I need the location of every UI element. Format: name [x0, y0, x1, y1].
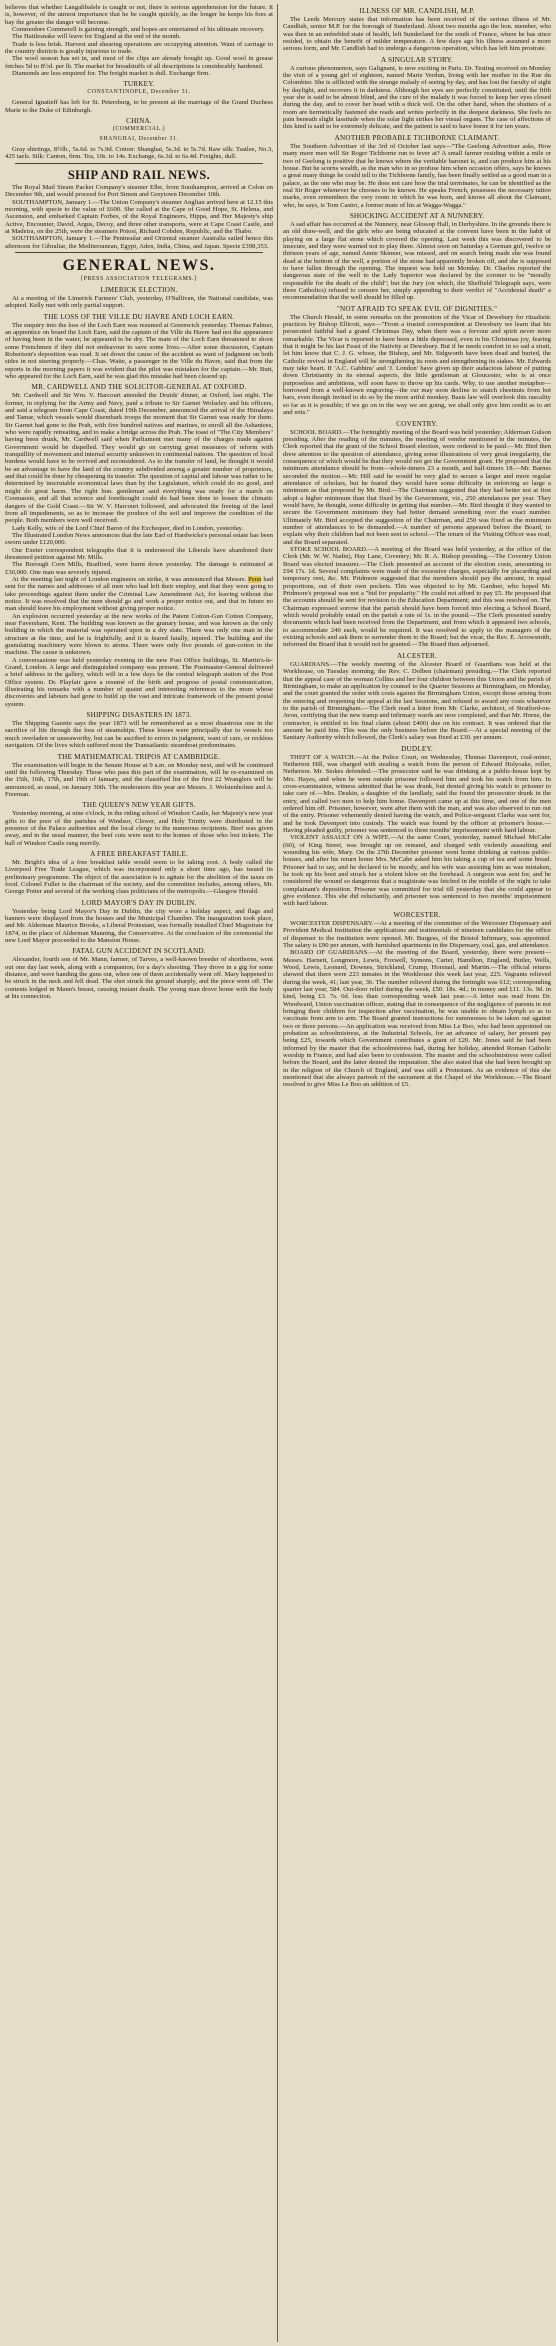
paragraph-text: had sent for the names and addresses of all men who had left their employ, and that they were going to take proceedings against them under the Criminal Law Amendment Act, for leaving without due notice. It was resolved that the men should go and work a proper notice out, and that in future no man should leave his employment without giving proper notice.	[5, 575, 273, 613]
article-paragraph: STOKE SCHOOL BOARD.—A meeting of the Board was held yesterday, at the office of the Clerk (Mr. W. W. Nadin), Hay Lane, Coventry; Mr. R. A. Bishop presiding.—The Coventry Union Board was elected treasurer.—The Clerk presented an account of the election costs, amounting to £94 17s. 1d. Several complaints were made of the excessive charges, especially for placarding and temporary rent, &c. Mr. Pridmore suggested that the members should pay the amount, in equal proportions, out of their own pockets. This was objected to by Mr. Gardner, who hoped Mr. Pridmore's proposal was not a "bid for popularity." He could not afford to pay £5. He proposed that the accounts should be sent for revision to the Education Department; and this was resolved on. The Chairman expressed sorrow that the parish should have been forced into electing a School Board, which would probably entail on the parish a rate of 1s. in the pound.—The Clerk presented sundry documents which had been received from the Department, and from which it appeared two schools, to accommodate 240 each, would be required. It was resolved to apply to the managers of the existing schools and ask them to surrender them to the Board; but the vicar, the Rev. E. Arrowsmith, informed the Board that it would not be granted.—The Board then adjourned.	[283, 546, 551, 649]
article-paragraph: SOUTHAMPTON, January 1.—The Peninsular and Oriental steamer Australia sailed hence this afternoon for Gibraltar, the Mediterranean, Egypt, Aden, India, China, and Japan. Specie £398,353.	[5, 235, 273, 250]
section-heading-mr-cardwell-and-the-solicitor-general-at: MR. CARDWELL AND THE SOLICITOR-GENERAL AT OXFORD.	[31, 383, 247, 392]
article-paragraph: WORCESTER DISPENSARY.—At a meeting of the committee of the Worcester Dispensary and Provident Medical Institution the applications and testimonials of nineteen candidates for the office of dispenser to the institution were opened. Mr. Burgess, of the Bristol Infirmary, was appointed. The salary is £90 per annum, with furnished apartments in the Dispensary, coal, gas, and attendance.	[283, 919, 551, 949]
article-paragraph: SOUTHAMPTON, January 1.—The Union Company's steamer Anglian arrived here at 12.15 this morning, with specie to the value of £600. She called at the Cape of Good Hope, St. Helena, and Ascension, and embarked Captain Forbes, of the Royal Engineers, Hippa, and Her Majesty's ship Active, Encounter, David, Argus, Decoy, and three other transports, were at Cape Coast Castle, and at Madeira, on the 25th, were the steamers Potosi, Richard Cobden, Republic, and the Thabo.	[5, 198, 273, 235]
article-paragraph: Mr. Bright's idea of a free breakfast table would seem to be taking root. A body called the Liverpool Free Trade League, which was incorporated only a short time ago, has issued its preliminary programme. The object of the association is to agitate for the abolition of the taxes on food. Colonel Fuller is the chairman of the society, and the committee includes, among others, Mr. George Potter and several of the working class politicians of the metropolis.—Glasgow Herald.	[5, 858, 273, 896]
paragraph-text: At the meeting last night of London engineers on strike, it was announced that Messrs.	[12, 575, 247, 583]
heading-rule	[15, 163, 263, 164]
column-divider	[277, 4, 278, 2342]
dateline-press-association-telegrams: [PRESS ASSOCIATION TELEGRAMS.]	[81, 275, 197, 282]
article-paragraph: The Illustrated London News announces that the late Earl of Hardwicke's personal estate has been sworn under £120,000.	[5, 531, 273, 547]
article-paragraph: BOARD OF GUARDIANS.—At the meeting of the Board, yesterday, there were present—Messrs. Harnett, Longmore, Lewis, Foxwell, Symons, Carter, Hamilton, England, Butler, Wells, Wood, Lewis, Leonard, Downes, Strickland, Crump, Horsnail, and Martin.—The official returns showed that there were 223 inmates in the Workhouse this week last year, 225. Vagrants relieved during the week, 41; last year, 36. The number relieved during the fortnight was 612; corresponding quarter last year, 584. Out-door relief during the week, £50. 18s. 4d.; in money and £11. 13s. 9d. in kind, being £3. 7s. 6d. less than corresponding week last year.—A letter was read from Dr. Woodward, Union vaccination officer, stating that in consequence of the negligence of parents in not bringing their children for inspection after vaccination, he was unable to obtain lymph so as to vaccinate from arm to arm. The Board granted instructions for summonses to be taken out against two or three persons.—An application was received from Miss Le Boo, who had been appointed on probation as schoolmistress, at the Industrial Schools, for an advance of salary, her present pay being £25, towards which Government contributes a grant of £20. Mr. Jones said he had been informed by the master that the schoolmistress had, during her holiday, attended Roman Catholic worship in France, and had also been to confession. The master and the schoolmistress were called before the Board, and the latter denied the imputation. She also stated that she had been brought up in the religion of the Church of England, and was still a Protestant. As an evidence of this she mentioned that she always partook of the sacrament at the Chapel of the Workhouse.—The Board resolved to give Miss Le Boo an addition of £5.	[283, 949, 551, 1089]
article-paragraph: A conversazione was held yesterday evening in the new Post Office buildings, St. Martin's-le-Grand, London. A large and distinguished company was present. The Postmaster-General delivered a brief address in the gallery, which will in a few days be the central telegraph station of the Post Office system. Dr. Playfair gave a resumé of the birth and progress of postal communication, illustrating his remarks with a number of quaint and interesting references to the more whose discoveries and labours had gone to build up the vast and intricate framework of the present postal system.	[5, 656, 273, 708]
left-column	[5, 4, 273, 2342]
article-paragraph: Gray shirtings, 8½lb., 5s.6d. to 7s.9d. Cotton: Shanghai, 5s.3d. to 5s.7d. Raw silk: Tsatlee, No.3, 425 taels. Silk: Canton, firm. Tea, 10s. to 14s. Exchange, 6s.3d. to 6s.4d. Freights, dull.	[5, 146, 273, 161]
section-heading-limerick-election: LIMERICK ELECTION.	[100, 285, 178, 294]
article-paragraph: Lady Kelly, wife of the Lord Chief Baron of the Exchequer, died in London, yesterday.	[12, 524, 244, 532]
article-paragraph: A curious phenomenon, says Galignani, is now exciting in Paris. Dr. Testing received on Monday the visit of a young girl of eighteen, named Marie Verdun, living with her mother in the Rue du Colombier. She is afflicted with the strange malady of seeing by day, and has lost the faculty of sight by daylight, and recovers it in darkness. Although her eyes are perfectly constituted, until the fifth year she is said to be almost blind, and the cure of the malady it was forced to keep her eyes closed during the day, and to cover her head with a thick veil. On the other hand, when the shutters of a room are hermetically fastened she reads and writes perfectly in the deepest darkness. She feels no pain beneath slight lassitude when the solar light strikes her visual organs. The case of affections of this kind is said to be extremely delicate, and the patient is said to have borne it for ten years.	[283, 64, 551, 131]
highlighted-word: Penn	[248, 575, 262, 583]
section-heading-a-free-breakfast-table: A FREE BREAKFAST TABLE.	[90, 849, 188, 858]
article-paragraph: SCHOOL BOARD.—The fortnightly meeting of the Board was held yesterday; Alderman Gulson presiding. After the reading of the minutes, the meeting of vendor mentioned in the minutes, the Clerk reported that the grant of the School Board election, were ordered to be paid.—Mr. Bird then drew attention to the question of attendance, giving some illustrations of very great irregularity, the consequence of which would be that they would not get the Government grant. He proposed that the minimum attendance should be from—whole-timers 23 a month, and half-timers 18.—Mr. Barnes seconded the motion.—Mr. Hill said he would be very glad to secure a larger and more regular attendance of scholars, but he feared they would have some difficulty in enforcing so large a minimum as that proposed by Mr. Bird.—The Chairman suggested that they had better not at first adopt a higher minimum than that fixed by the Government, viz., 250 attendances per year. They would have, he thought, some difficulty in getting that number.—Mr. Bird thought if they wanted to secure the Government minimum they had better demand something over the exact number. Ultimately Mr. Bird accepted the suggestion of the Chairman, and 250 was fixed as the minimum number of attendances to be demanded.—A number of persons appeared before the Board, to explain why their children had not been sent to school.—The return of the Visiting Officer was read, and the Board separated.	[283, 428, 551, 546]
article-paragraph: VIOLENT ASSAULT ON A WIFE.—At the same Court, yesterday, named Michael McCabe (60), of King Street, was brought up on remand, and charged with violently assaulting and wounding his wife, Mary. On the 27th December prisoner went home drinking at various public-houses, and after his return home Mrs. McCabe asked him his taking a cup of tea and some bread. Prisoner had to say, and he declared to be moody, and his wife was assisting him as was mistaken, he took up his boot and struck her a violent blow on the forehead. A surgeon was sent for, and he considered the wound so dangerous that a magistrate was fetched in the middle of the night to take complainant's deposition. Prisoner was committed for trial till yesterday that she could appear to give evidence. This she did reluctantly, and prisoner was sentenced to two months' imprisonment with hard labour.	[283, 834, 551, 908]
heading-rule	[15, 252, 263, 253]
section-heading-lord-mayor-s-day-in-dublin: LORD MAYOR'S DAY IN DUBLIN.	[81, 898, 197, 907]
article-paragraph: The Hattlesnake will leave for England at the end of the month.	[12, 33, 181, 41]
article-paragraph: A sad affair has occurred at the Nunnery, near Glossop Hall, in Derbyshire. In the grounds there is an old draw-well, and the girls who are being educated at the convent have been in the habit of playing on a large flat stone which covered the opening. Last week this was discovered to be insecure, and they were warned not to play there. Almost soon on Saturday a German girl, twelve or thirteen years of age, named Annie Skinner, was missed, and on search being made she was found dead at the bottom of the well, a portion of the stone had apparently broken off, and she is supposed to have fallen through the opening. The inquest was held on Monday. Dr. Charles reported the dangerous state of the well to the Lady Superior was declared by the coroner to be "morally responsible for the death of the child"; but the Jury (on which, the Sheffield Telegraph says, were three Catholics) refused to censure her, simply appending to their verdict of "Accidental death" a recommendation that the well should be filled up.	[283, 220, 551, 302]
article-paragraph: The examination will begin in the Senate House at 9 a.m. on Monday next, and will be continued until the following Thursday. Those who pass this part of the examination, will be re-examined on the 15th, 16th, 17th, and 19th of January, and the classified list of the first 22 Wranglers will be announced, as usual, on January 30th. The moderators this year are Messrs. J. Wolstenholme and A. Freeman.	[5, 761, 273, 798]
article-paragraph: Our Exeter correspondent telegraphs that it is understood the Liberals have abandoned their threatened petition against Mr. Mills.	[5, 546, 273, 561]
section-heading-shocking-accident-at-a-nunnery: SHOCKING ACCIDENT AT A NUNNERY.	[349, 211, 485, 220]
dateline-commercial: (COMMERCIAL.)	[112, 126, 166, 133]
dateline-shanghai-december-31: SHANGHAI, December 31.	[99, 136, 179, 143]
article-paragraph: At a meeting of the Limerick Farmers' Club, yesterday, O'Sullivan, the National candidate, was adopted. Kelly met with only partial support.	[5, 294, 273, 310]
article-paragraph: believes that whether Langalibalele is caught or not, there is serious apprehension for the future. It is, however, of the utmost importance that he be caught quickly, as the longer he keeps his foes at bay the greater the danger will become.	[5, 4, 273, 26]
article-paragraph: The Church Herald, in some remarks on the promotion of the Vicar of Dewsbury for ritualistic practices by Bishop Ellicott, says—"From a trusted correspondent at Dewsbury we learn that his persecuted faithful had a grand Christmas Day, when there was a fervour and spirit never more remarkable. The Vicar is reported to have been a little depressed, even in his Christmas joy, fearing that it might be his last Feast of the Nativity at Dewsbury. But if he needs comfort in so sad a strait, let him know that C. J. G. whose, the Bishop, and Mr. Sidgworth have been dead and buried, the Catholic revival in England will be strengthening its roots and strengthening its stakes. Mr. Edwards may take heart. If 'A.C. Gabbins' and 'J. London' have given up their audacious labour of putting down Christianity in its eternal aspects, the little gentleman at Gloucester, who is at once purposeless and ambitious, will soon have to throw up his cards. Why, to use another metaphor—borrowed from a well-known engraving—the cur may soon decline to snatch chestnuts from hot bars, even though invited to do so by the more artful monkey. Basis law will overlook this rascality so far as it is possible; if we go on in the way we are going, we shall only give him credit as to art and wits."	[283, 313, 551, 417]
article-paragraph: Commodore Commerell is gaining strength, and hopes are entertained of his ultimate recovery.	[12, 26, 265, 34]
section-heading-another-probable-tichborne-claimant: ANOTHER PROBABLE TICHBORNE CLAIMANT.	[334, 133, 500, 142]
article-paragraph: Yesterday morning, at nine o'clock, in the riding school of Windsor Castle, her Majesty's new year gifts to the poor of the parishes of Windsor, Clewer, and Holy Trinity were distributed in the presence of the Palace authorities and the local clergy to the numerous recipients. Beef was given away, and in the usual manner, the beef cuts were sent to the homes of those who lost tickets. The hall of Windsor Castle rang merrily.	[5, 810, 273, 847]
section-heading-shipping-disasters-in-1873: SHIPPING DISASTERS IN 1873.	[86, 711, 192, 720]
article-paragraph: Alexander, fourth son of Mr. Mann, farmer, of Tarves, a well-known breeder of shorthorns, went out one day last week, along with a companion, for a day's shooting. They drove in a gig for some distance, and were handing the guns out, when one of them accidentally went off. Mary happened to be struck in the neck and fell dead. The shot struck the ground sharply, and the piece went off. The contents lodged in Mann's breast, causing instant death. The young man drove home with the body at his connection.	[5, 956, 273, 1001]
article-paragraph: An explosion occurred yesterday at the new works of the Patent Cotton-Gun Cotton Company, near Faversham, Kent. The building was known as the granary house, and was known as the only building in which the material was operated upon in a dry state. There was only one man in the structure at the time, and he is frightfully, and it is feared fatally, injured. The building and the granulating machinery were blown to atoms. There were only five pounds of gun-cotton in the machine. The cause is unknown.	[5, 612, 273, 657]
section-heading-the-mathematical-tripos-at-cambridge: THE MATHEMATICAL TRIPOS AT CAMBRIDGE.	[57, 752, 221, 761]
article-paragraph: Yesterday being Lord Mayor's Day in Dublin, the city wore a holiday aspect, and flags and banners were displayed from the houses and the Municipal Chamber. The inauguration took place, and Mr. Alderman Maurice Brooks, a Liberal Protestant, was formally installed Chief Magistrate for 1874, in the place of Alderman Manning, the Conservative. At the conclusion of the ceremonial the new Lord Mayor proceeded to the Mansion House.	[5, 907, 273, 945]
section-heading-not-afraid-to-speak-evil-of-dignities: "NOT AFRAID TO SPEAK EVIL OF DIGNITIES."	[336, 304, 498, 313]
section-heading-illness-of-mr-candlish-m-p: ILLNESS OF MR. CANDLISH, M.P.	[359, 7, 475, 15]
section-heading-fatal-gun-accident-in-scotland: FATAL GUN ACCIDENT IN SCOTLAND.	[72, 947, 206, 956]
article-paragraph: The Royal Mail Steam Packet Company's steamer Elbe, from Southampton, arrived at Colon on December 9th, and would proceed for Port Simon and Greytown December 10th.	[5, 183, 273, 199]
section-heading-worcester: WORCESTER.	[393, 910, 441, 919]
major-heading-general-news: GENERAL NEWS.	[62, 256, 216, 274]
article-paragraph: The Leeds Mercury states that information has been received of the serious illness of Mr. Candlish, senior M.P. for the borough of Sunderland. About two months ago the hon. member, who was then in an enfeebled state of health, left Sunderland for the south of France, where he has since resided, to obtain the benefit of milder temperature. A few days ago his illness assumed a more serious form, and Mr. Candlish had to undergo a dangerous operation, which has left him prostrate.	[283, 16, 551, 53]
section-heading-a-singular-story: A SINGULAR STORY.	[380, 55, 454, 64]
article-paragraph: The Southern Advertiser of the 3rd of October last says—"The Geelong Advertiser asks, How many more men will Sir Roger Tichborne run to fever at? A small farmer residing within a mile or two of Geelong is positive that he knows where the veritable baronet is, and can produce him at his house. But he scorns wealth, as the man who in so profuse him when occasion offers, says he knows a great many things he could tell to the Tichborne family, has been finally settled as a good man in a palace, as the one who may be. He does not care how the trial terminates, he can be identified as the real Sir Roger whenever he chooses to be known. He speaks French, possesses the necessary tattoo marks, even remembers the very room in which he was born, and knows all about the Claimant, who, he says, is Tom Castro, a former mate of his at Wagga-Wagga."	[283, 142, 551, 209]
article-paragraph: THEFT OF A WATCH.—At the Police Court, on Wednesday, Thomas Davenport, coal-miner, Netherton Hill, was charged with stealing a watch from the person of Edward Holyoake, roller, Netherton. Mr. Stokes defended.—The prosecutor said he was drinking at a public-house kept by Mrs. Hayes, and when he went outside prisoner followed him and took his watch from him. In cross-examination, witness admitted that he was drunk, but denied giving his watch to prisoner to take care of.—Mrs. Deakin, a daughter of the landlady, said the found the prosecutor drunk in the entry, and called two men to help him home. Davenport came up at this time, and one of the men ordered him off. Prisoner, however, went after them with the man, and was also observed to run out of the entry. Prisoner vehemently denied having the watch, and Police-sergeant Clarke was sent for, and he took Davenport into custody. The watch was found by the officer at prisoner's house.—Having pleaded guilty, prisoner was sentenced to three months' imprisonment with hard labour.	[283, 753, 551, 835]
section-heading-the-queen-s-new-year-gifts: THE QUEEN'S NEW YEAR GIFTS.	[82, 801, 196, 810]
section-heading-alcester: ALCESTER.	[397, 651, 437, 660]
article-paragraph: Trade is less brisk. Harvest and shearing operations are occupying attention. Want of carriage to the country districts is greatly injurious to trade.	[5, 40, 273, 56]
section-heading-coventry: COVENTRY.	[396, 419, 438, 428]
article-paragraph: The wool season has set in, and most of the clips are already bought up. Good wool in grease fetches 5d to 8½d. per lb. The market for breadstuffs of all descriptions is considerably hardened.	[5, 55, 273, 70]
major-heading-ship-and-rail-news: SHIP AND RAIL NEWS.	[67, 167, 211, 182]
right-column	[283, 4, 551, 2342]
article-paragraph: GUARDIANS.—The weekly meeting of the Alcester Board of Guardians was held at the Workhouse, on Tuesday morning; the Rev. C. Dolben (chairman) presiding.—The Clerk reported that the appeal case of the woman Collins and her four children between this Union and the parish of Birmingham, to make an application by counsel to the Quarter Sessions at Birmingham, on Monday, and the court granted the order with costs against the Birmingham Union, except those arising from the entering and reopening the appeal at the last Sessions, and refused to award any costs whatever to the parish of Birmingham.—The Clerk read a letter from Mr. Clarke, architect, of Stratford-on-Avon, certifying that the new tramp and infirmary wards are now completed, and that Mr. Horne, the contractor, is entitled to his final claim (about £400) due on his contract. It was ordered that the amount be paid him. This was the only business before the Board.—At a special meeting of the Sanitary Authority which followed, the Clerk's salary was fixed at £30. per annum.	[283, 660, 551, 742]
section-heading-dudley: DUDLEY.	[401, 744, 433, 753]
section-heading-turkey: TURKEY.	[123, 80, 155, 89]
article-paragraph: General Ignatieff has left for St. Petersburg, to be present at the marriage of the Grand Duchess Marie to the Duke of Edinburgh.	[5, 99, 273, 114]
article-paragraph: The Borough Corn Mills, Bradford, were burnt down yesterday. The damage is estimated at £30,000. One man was severely injured.	[5, 561, 273, 576]
article-paragraph: The Shipping Gazette says the year 1873 will be remembered as a most disastrous one in the sacrifice of life through the loss of steamships. These losses were principally due to vessels too much overladen or unseaworthy, but can be ascribed to errors in judgment, want of care, or reckless navigation. Of the lives which suffered most the Transatlantic steamboat predominates.	[5, 720, 273, 750]
dateline-constantinople-december-31: CONSTANTINOPLE, December 31.	[87, 89, 191, 96]
article-paragraph	[5, 576, 273, 613]
section-heading-china: CHINA.	[126, 117, 152, 126]
section-heading-the-loss-of-the-ville-du-havre-and-loch-: THE LOSS OF THE VILLE DU HAVRE AND LOCH EARN.	[43, 312, 235, 321]
article-paragraph: Mr. Cardwell and Sir Wm. V. Harcourt attended the Druids' dinner, at Oxford, last night. The former, in replying for the Army and Navy, paid a tribute to Sir Garnet Wolseley and his officers, and said a telegram from Cape Coast, dated 19th December, announced the arrival of the Himalaya and Tamar, which vessels would disembark troops the moment that Sir Garnet was ready for them. Sir Garnet had gone to the Prah, with five hundred natives and marines, to enroll all the Ashantees, who were rapidly retreating, and to make a bridge across the Prah. The toast of "The City Members" having been drunk, Mr. Cardwell said when Parliament met many of the charges made against Government would be dispelled. They would go on carrying great measures of reform with tranquillity of movement and internal security unknown in continental nations. The question of local burdens would have to be revived and reconsidered. As to the transfer of land, he thought it would be an advantage to have the land of the country subdivided among a greater number of proprietors, and that could be done by cheapening its transfer. The question of capital and labour was rather to be determined by inscrutable economical laws than by the Legislature, which could do no good, and might do great harm. The right hon. gentleman said everything was ready for a march on Coomassie, and all that science and forethought could do had been done to lessen the climatic dangers of the Gold Coast.—Sir W. V. Harcourt followed, and advocated the freeing of the land from all impediments, so as to increase the produce of the soil and improve the condition of the people. Both members were well received.	[5, 392, 273, 525]
article-paragraph: Diamonds are less enquired for. The freight market is dull. Exchange firm.	[12, 70, 210, 78]
article-paragraph: The enquiry into the loss of the Loch Earn was resumed at Greenwich yesterday. Thomas Palmer, an apprentice on board the Loch Earn, said the captain of the Ville du Havre had not the appearance of having been in the water; he appeared to be dry. The mate of the Loch Earn threatened to shoot some Frenchmen if they did not endeavour to save some lives.—After some discussion, Captain Robertson's deposition was read. It set down the cause of the accident as want of judgment on both sides in not steering properly.—Chas. Waite, a passenger in the Ville du Havre, said that from the reports in the morning papers it was evident that the pilot was mistaken for the captain.—Mr. Butt, who appeared for the Loch Earn, said he was glad this mistake had been cleared up.	[5, 321, 273, 380]
